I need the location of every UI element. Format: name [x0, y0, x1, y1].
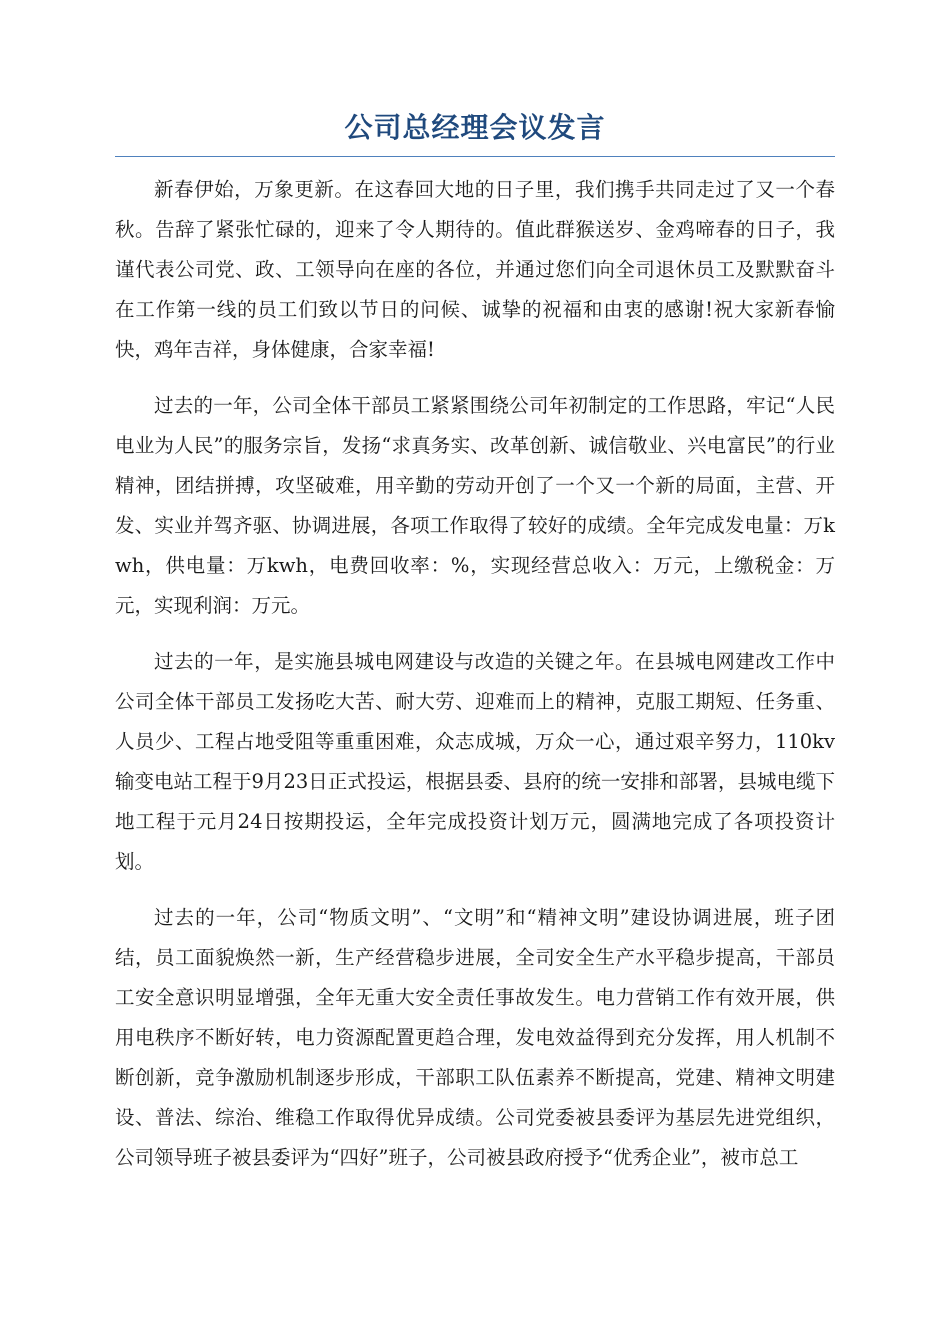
paragraph-3: 过去的一年，是实施县城电网建设与改造的关键之年。在县城电网建改工作中公司全体干部员工发扬吃大苦、耐大劳、迎难而上的精神，克服工期短、任务重、人员少、工程占地受阻等重重困难，众志成城，万众一心，通过艰辛努力，110kv输变电站工程于9月23日正式投运，根据县委、县府的统一安排和部署，县城电缆下地工程于元月24日按期投运，全年完成投资计划万元，圆满地完成了各项投资计划。: [115, 650, 835, 873]
paragraph-1: 新春伊始，万象更新。在这春回大地的日子里，我们携手共同走过了又一个春秋。告辞了紧张忙碌的，迎来了令人期待的。值此群猴送岁、金鸡啼春的日子，我谨代表公司党、政、工领导向在座的各位，并通过您们向全司退休员工及默默奋斗在工作第一线的员工们致以节日的问候、诚挚的祝福和由衷的感谢!祝大家新春愉快，鸡年吉祥，身体健康，合家幸福!: [115, 178, 835, 361]
paragraph-2: 过去的一年，公司全体干部员工紧紧围绕公司年初制定的工作思路，牢记“人民电业为人民”的服务宗旨，发扬“求真务实、改革创新、诚信敬业、兴电富民”的行业精神，团结拼搏，攻坚破难，用辛勤的劳动开创了一个又一个新的局面，主营、开发、实业并驾齐驱、协调进展，各项工作取得了较好的成绩。全年完成发电量：万kwh，供电量：万kwh，电费回收率：%，实现经营总收入：万元，上缴税金：万元，实现利润：万元。: [115, 394, 835, 617]
document-title: 公司总经理会议发言: [344, 111, 606, 144]
document-body: [115, 170, 835, 1194]
paragraph-4: 过去的一年，公司“物质文明”、“文明”和“精神文明”建设协调进展，班子团结，员工面貌焕然一新，生产经营稳步进展，全司安全生产水平稳步提高，干部员工安全意识明显增强，全年无重大安全责任事故发生。电力营销工作有效开展，供用电秩序不断好转，电力资源配置更趋合理，发电效益得到充分发挥，用人机制不断创新，竞争激励机制逐步形成，干部职工队伍素养不断提高，党建、精神文明建设、普法、综治、维稳工作取得优异成绩。公司党委被县委评为基层先进党组织，公司领导班子被县委评为“四好”班子，公司被县政府授予“优秀企业”，被市总工: [115, 906, 835, 1169]
title-block: [115, 108, 835, 157]
